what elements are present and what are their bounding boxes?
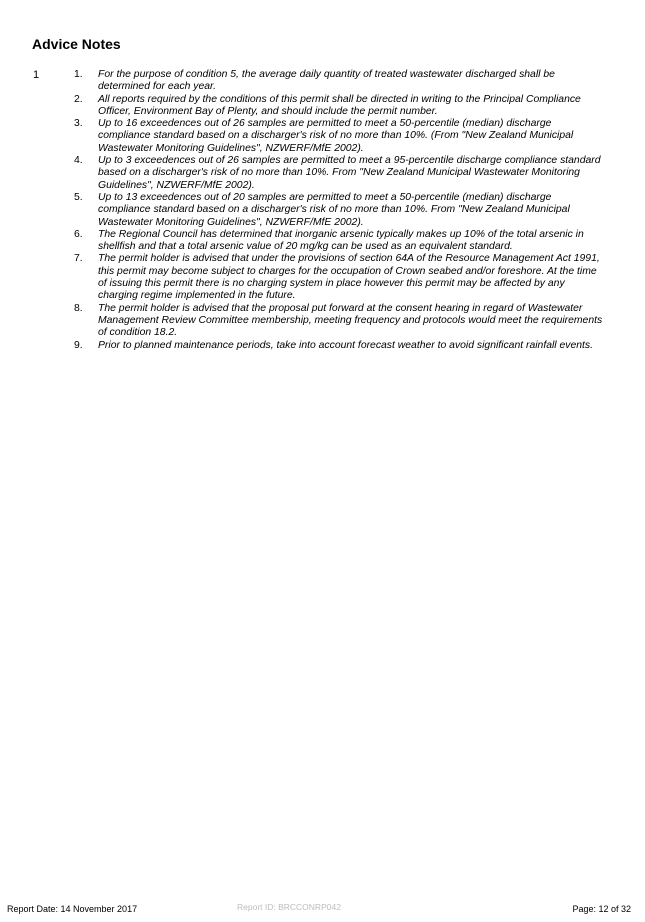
note-text: Up to 3 exceedences out of 26 samples are permitted to meet a 95-percentile discharge compliance standard based on a discharger's risk of no more than 10%. From "New Zealand Municipal Wastewater Monitoring Guidelines", NZWERF/MfE 2002). [98, 155, 601, 191]
note-number: 9. [74, 339, 83, 351]
advice-note [74, 118, 604, 155]
note-number: 3. [74, 118, 83, 130]
note-text: The permit holder is advised that the proposal put forward at the consent hearing in regard of Wastewater Management Review Committee membership, meeting frequency and protocols would meet the requirements of condition 18.2. [98, 302, 603, 339]
footer-report-id: Report ID: BRCCONRP042 [237, 902, 341, 912]
advice-note [74, 155, 604, 192]
note-text: All reports required by the conditions of this permit shall be directed in writing to the Principal Compliance Officer, Environment Bay of Plenty, and should include the permit number. [98, 93, 581, 117]
footer-page-number: Page: 12 of 32 [572, 904, 631, 914]
page-heading: Advice Notes [32, 36, 121, 52]
advice-note [74, 340, 604, 352]
note-number: 7. [74, 253, 83, 265]
advice-note [74, 253, 604, 302]
advice-note [74, 229, 604, 254]
advice-note [74, 192, 604, 229]
section-number: 1 [33, 69, 40, 81]
note-number: 2. [74, 93, 83, 105]
note-number: 5. [74, 191, 83, 203]
note-number: 4. [74, 155, 83, 167]
note-text: Up to 16 exceedences out of 26 samples are permitted to meet a 50-percentile (median) discharge compliance standard based on a discharger's risk of no more than 10%. (From "New Zealand Municipal Wastewater Monitoring Guidelines", NZWERF/MfE 2002). [98, 118, 574, 154]
note-number: 8. [74, 302, 83, 314]
note-text: The permit holder is advised that under the provisions of section 64A of the Resource Management Act 1991, this permit may become subject to charges for the occupation of Crown seabed and/or foreshore. At the time of issuing this permit there is no charging system in place however this permit may be affected by any charging regime implemented in the future. [98, 253, 600, 302]
footer-report-date: Report Date: 14 November 2017 [7, 904, 138, 914]
note-number: 6. [74, 228, 83, 240]
note-text: Prior to planned maintenance periods, take into account forecast weather to avoid significant rainfall events. [98, 339, 593, 351]
note-text: Up to 13 exceedences out of 20 samples are permitted to meet a 50-percentile (median) discharge compliance standard based on a discharger's risk of no more than 10%. From "New Zealand Municipal Wastewater Monitoring Guidelines", NZWERF/MfE 2002). [98, 191, 570, 228]
note-number: 1. [74, 69, 83, 80]
advice-note [74, 303, 604, 340]
note-text: The Regional Council has determined that inorganic arsenic typically makes up 10% of the total arsenic in shellfish and that a total arsenic value of 20 mg/kg can be used as an equivalent standard. [98, 228, 584, 253]
advice-note [74, 94, 604, 119]
advice-notes-list [74, 69, 604, 352]
advice-note [74, 69, 604, 94]
note-text: For the purpose of condition 5, the average daily quantity of treated wastewater discharged shall be determined for each year. [98, 69, 555, 93]
